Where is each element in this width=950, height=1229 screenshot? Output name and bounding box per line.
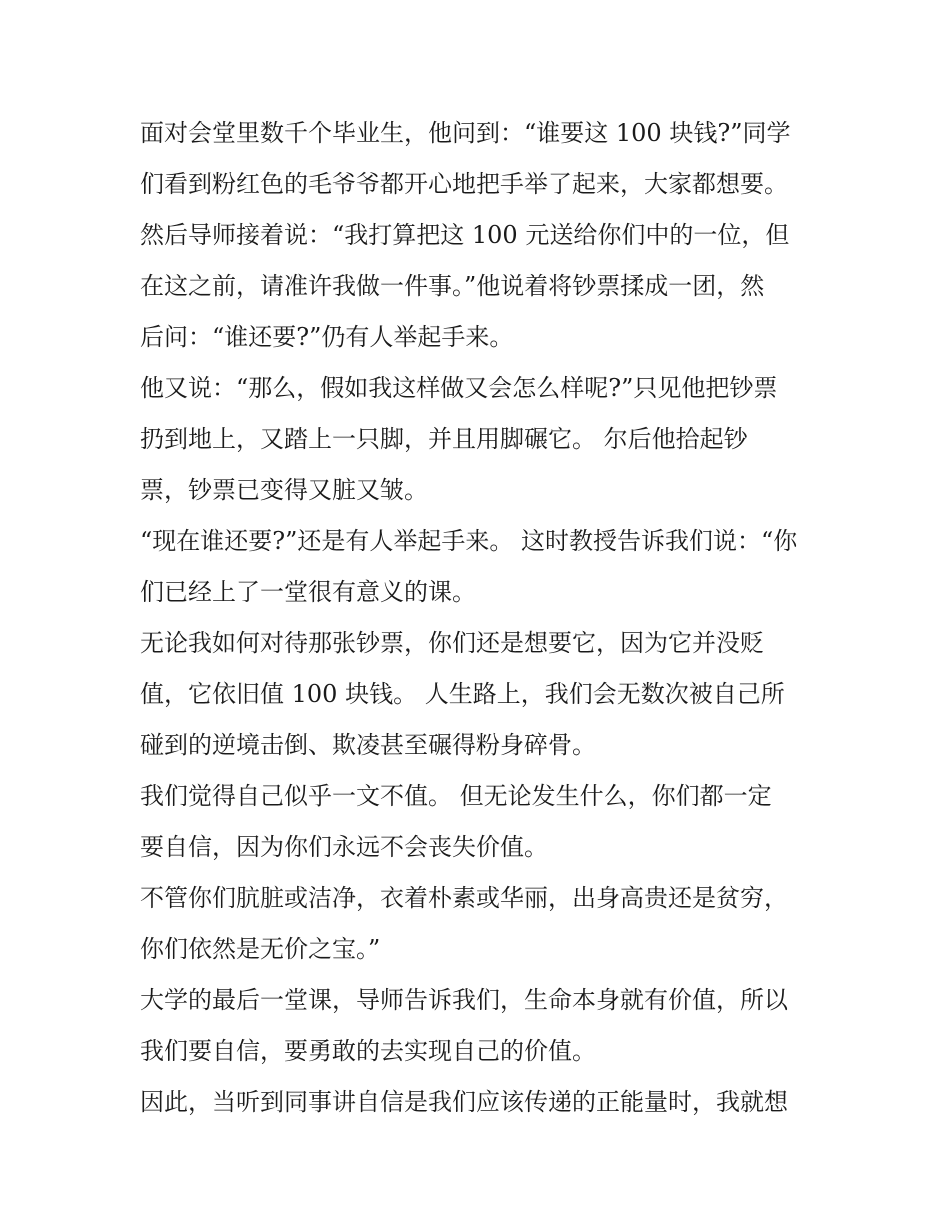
- text-line: 你们依然是无价之宝。”: [140, 935, 381, 963]
- text-line: 们看到粉红色的毛爷爷都开心地把手举了起来，大家都想要。: [140, 170, 788, 198]
- text-line: “现在谁还要?”还是有人举起手来。 这时教授告诉我们说：“你: [140, 527, 798, 555]
- text-line: 面对会堂里数千个毕业生，他问到：“谁要这 100 块钱?”同学: [140, 119, 791, 147]
- text-line: 大学的最后一堂课，导师告诉我们，生命本身就有价值，所以: [140, 986, 788, 1014]
- text-line: 后问：“谁还要?”仍有人举起手来。: [140, 323, 514, 351]
- text-line: 们已经上了一堂很有意义的课。: [140, 578, 476, 606]
- text-line: 不管你们肮脏或洁净，衣着朴素或华丽，出身高贵还是贫穷，: [140, 884, 788, 912]
- text-line: 无论我如何对待那张钞票，你们还是想要它，因为它并没贬: [140, 629, 764, 657]
- text-line: 在这之前，请准许我做一件事。”他说着将钞票揉成一团，然: [140, 272, 765, 300]
- text-line: 他又说：“那么，假如我这样做又会怎么样呢?”只见他把钞票: [140, 374, 778, 402]
- body-text: [140, 108, 830, 1128]
- text-line: 扔到地上，又踏上一只脚，并且用脚碾它。 尔后他拾起钞: [140, 425, 748, 453]
- text-line: 然后导师接着说：“我打算把这 100 元送给你们中的一位，但: [140, 221, 790, 249]
- text-line: 票，钞票已变得又脏又皱。: [140, 476, 428, 504]
- text-line: 我们觉得自己似乎一文不值。 但无论发生什么，你们都一定: [140, 782, 772, 810]
- text-line: 值，它依旧值 100 块钱。 人生路上，我们会无数次被自己所: [140, 680, 785, 708]
- text-line: 我们要自信，要勇敢的去实现自己的价值。: [140, 1037, 596, 1065]
- text-line: 因此，当听到同事讲自信是我们应该传递的正能量时，我就想: [140, 1088, 788, 1116]
- text-line: 碰到的逆境击倒、欺凌甚至碾得粉身碎骨。: [140, 731, 596, 759]
- text-line: 要自信，因为你们永远不会丧失价值。: [140, 833, 548, 861]
